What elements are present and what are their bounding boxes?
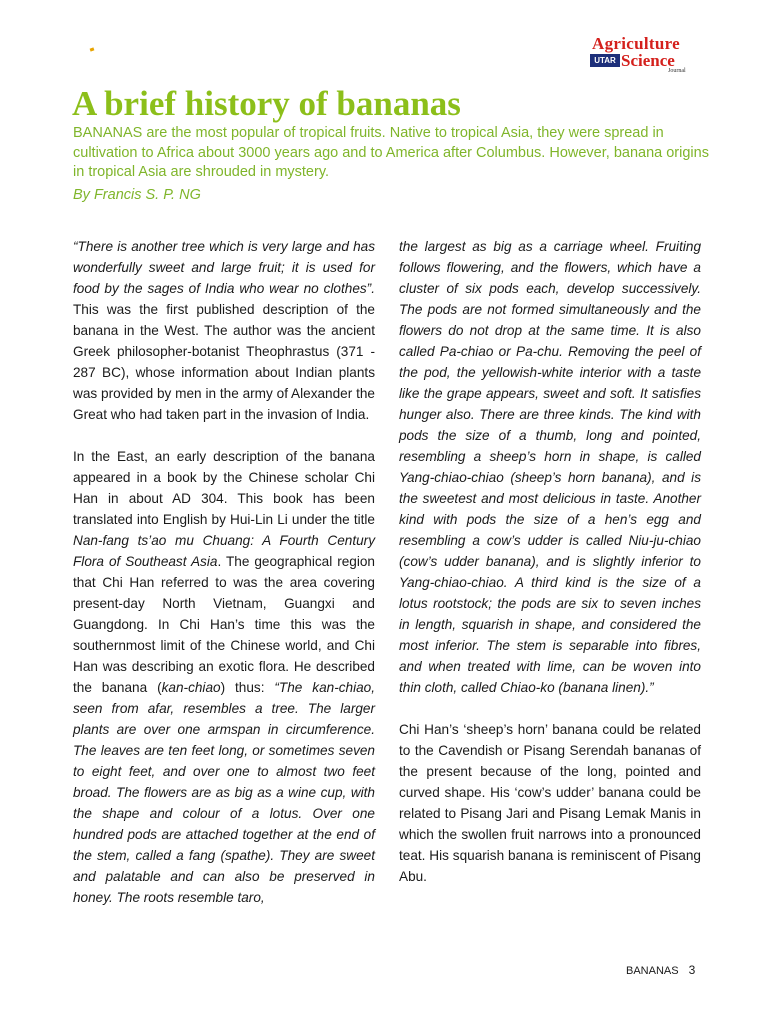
logo-utar-badge: UTAR bbox=[590, 54, 620, 67]
chi-han-quote: “The kan-chiao, seen from afar, resembles a tree. The larger plants are over one armspan in circumference. The leaves are ten feet long, or sometimes seven to eight feet, and over one to almost two feet broad. The flowers are as big as a wine cup, with the shape and colour of a lotus. Over one hundred pods are attached together at the end of the stem, called a fang (spathe). They are sweet and palatable and can also be preserved in honey. The roots resemble taro, bbox=[73, 680, 375, 905]
footer-section: BANANAS bbox=[626, 965, 679, 977]
paragraph-text: . The geographical region that Chi Han referred to was the area covering present-day North Vietnam, Guangxi and Guangdong. In Chi Han’s time this was the southernmost limit of the Chinese world, and Chi Han was describing an exotic flora. He described the banana ( bbox=[73, 554, 375, 695]
book-title: Nan-fang ts’ao mu Chuang: A Fourth Century Flora of Southeast Asia bbox=[73, 533, 375, 569]
logo-journal: Journal bbox=[668, 68, 686, 74]
decorative-mark bbox=[90, 47, 95, 51]
logo-science: Science bbox=[621, 51, 675, 70]
paragraph: Chi Han’s ‘sheep’s horn’ banana could be related to the Cavendish or Pisang Serendah bananas of the present because of the long, pointed and curved shape. His ‘cow’s udder’ banana could be related to Pisang Jari and Pisang Lemak Manis in which the swollen fruit narrows into a pronounced teat. His squarish banana is reminiscent of Pisang Abu. bbox=[399, 722, 701, 884]
article-title: A brief history of bananas bbox=[72, 84, 461, 123]
page-number: 3 bbox=[688, 963, 696, 977]
paragraph bbox=[73, 446, 375, 908]
left-column bbox=[73, 236, 375, 908]
paragraph-text: In the East, an early description of the banana appeared in a book by the Chinese scholar Chi Han in about AD 304. This book has been translated into English by Hui-Lin Li under the title bbox=[73, 449, 375, 527]
logo-agriculture: Agriculture bbox=[592, 34, 680, 53]
page-footer bbox=[626, 963, 695, 977]
theophrastus-quote: “There is another tree which is very large and has wonderfully sweet and large fruit; it is used for food by the sages of India who wear no clothes”. bbox=[73, 239, 375, 296]
paragraph bbox=[73, 236, 375, 425]
right-column bbox=[399, 236, 701, 887]
paragraph-text: ) thus: bbox=[220, 680, 275, 695]
journal-logo bbox=[588, 34, 698, 76]
paragraph-text: This was the first published description of the banana in the West. The author was the ancient Greek philosopher-botanist Theophrastus (371 - 287 BC), whose information about Indian plants was provided by men in the army of Alexander the Great who had taken part in the invasion of India. bbox=[73, 302, 375, 422]
chi-han-quote-continued: the largest as big as a carriage wheel. Fruiting follows flowering, and the flowers, which have a cluster of six pods each, develop successively. The pods are not formed simultaneously and the flowers do not drop at the same time. It is also called Pa-chiao or Pa-chu. Removing the peel of the pod, the yellowish-white interior with a taste like the grape appears, sweet and soft. It satisfies hunger also. There are three kinds. The kind with pods the size of a thumb, long and pointed, resembling a sheep’s horn in shape, is called Yang-chiao-chiao (sheep’s horn banana), and is the sweetest and most delicious in taste. Another kind with pods the size of a hen’s egg and resembling a cow’s udder is called Niu-ju-chiao (cow’s udder banana), and is slightly inferior to Yang-chiao-chiao. A third kind is the size of a lotus rootstock; the pods are six to seven inches in length, squarish in shape, and considered the most inferior. The stem is separable into fibres, and when treated with lime, can be woven into thin cloth, called Chiao-ko (banana linen).” bbox=[399, 239, 701, 695]
article-byline: By Francis S. P. NG bbox=[73, 187, 201, 203]
article-intro: BANANAS are the most popular of tropical fruits. Native to tropical Asia, they were spread in cultivation to Africa about 3000 years ago and to America after Columbus. However, banana origins in tropical Asia are shrouded in mystery. bbox=[73, 125, 709, 180]
term: kan-chiao bbox=[161, 680, 221, 695]
